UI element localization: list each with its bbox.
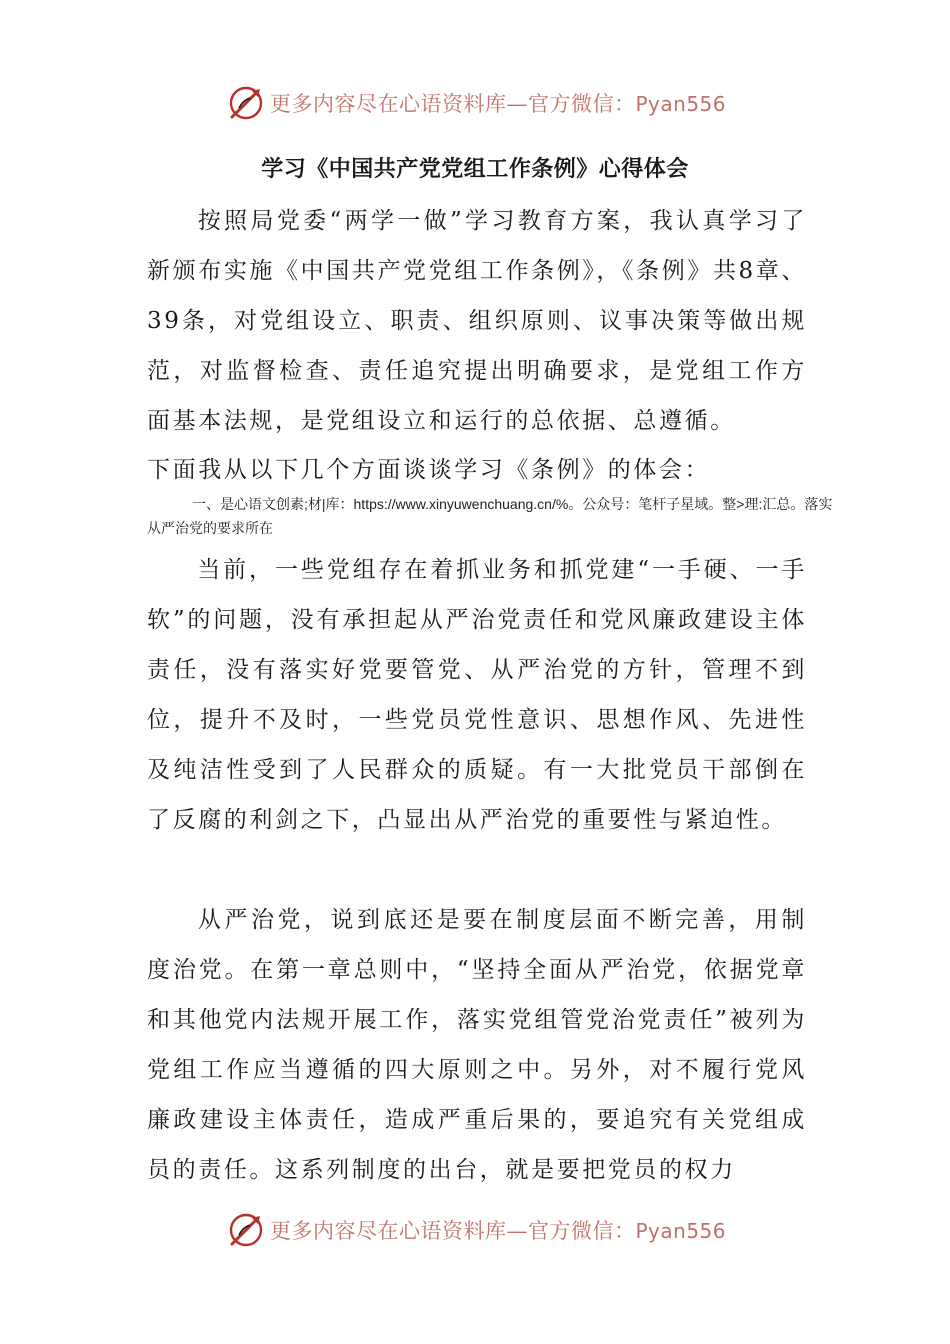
paragraph-intro: 按照局党委“两学一做”学习教育方案，我认真学习了新颁布实施《中国共产党党组工作条例》，《条例》共8章、39条，对党组设立、职责、组织原则、议事决策等做出规范，对监督检查、责任追究提出明确要求，是党组工作方面基本法规，是党组设立和运行的总依据、总遵循。 (147, 208, 807, 434)
pen-logo-icon (226, 83, 266, 123)
paragraph-intro-tail: 下面我从以下几个方面谈谈学习《条例》的体会： (147, 457, 711, 483)
section-heading-note: 一、是心语文创素;材|库：https://www.xinyuwenchuang.cn/%。公众号：笔杆子星域。整>理:汇总。落实从严治党的要求所在 (147, 496, 833, 536)
paragraph-current-problems: 当前，一些党组存在着抓业务和抓党建“一手硬、一手软”的问题，没有承担起从严治党责任和党风廉政建设主体责任，没有落实好党要管党、从严治党的方针，管理不到位，提升不及时，一些党员党性意识、思想作风、先进性及纯洁性受到了人民群众的质疑。有一大批党员干部倒在了反腐的利剑之下，凸显出从严治党的重要性与紧迫性。 (147, 557, 807, 833)
header-banner (0, 78, 950, 128)
banner-text: 更多内容尽在心语资料库—官方微信：Pyan556 (270, 1219, 727, 1243)
document-title: 学习《中国共产党党组工作条例》心得体会 (261, 157, 689, 182)
banner-text: 更多内容尽在心语资料库—官方微信：Pyan556 (270, 92, 727, 116)
pen-logo-icon (226, 1210, 266, 1250)
paragraph-institutional-governance: 从严治党，说到底还是要在制度层面不断完善，用制度治党。在第一章总则中，“坚持全面从严治党，依据党章和其他党内法规开展工作，落实党组管党治党责任”被列为党组工作应当遵循的四大原则之中。另外，对不履行党风廉政建设主体责任，造成严重后果的，要追究有关党组成员的责任。这系列制度的出台，就是要把党员的权力 (147, 907, 807, 1183)
footer-banner (0, 1205, 950, 1255)
